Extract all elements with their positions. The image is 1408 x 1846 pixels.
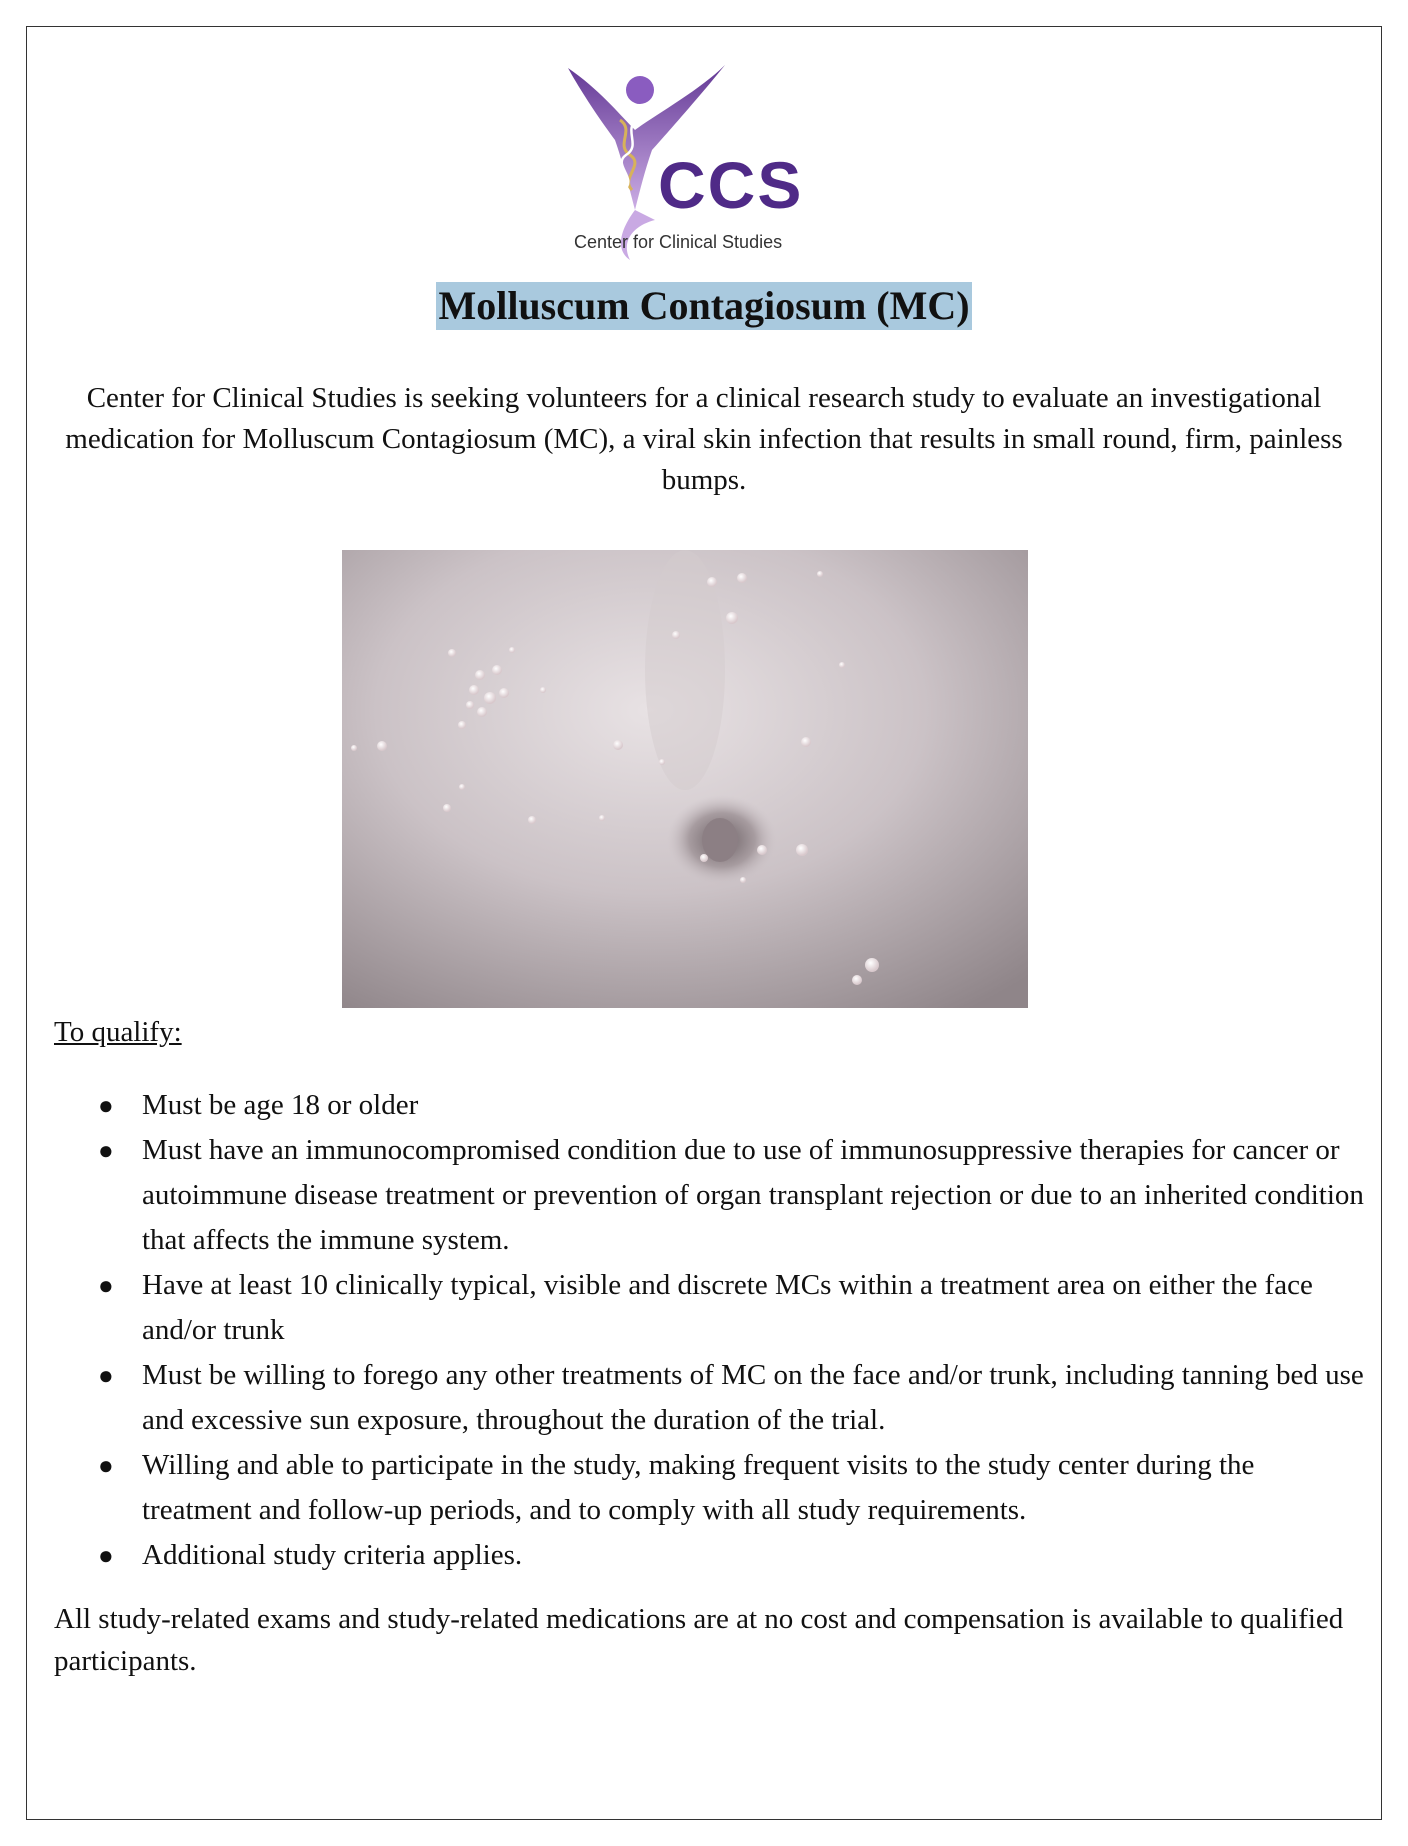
criterion-text: Must be age 18 or older [142,1089,419,1121]
page-title [0,282,1408,330]
criterion-text: Additional study criteria applies. [142,1539,523,1571]
criteria-list [54,1083,1364,1578]
criterion-text: Must be willing to forego any other treatments of MC on the face and/or trunk, including tanning bed use and excessive sun exposure, throughout the duration of the trial. [142,1359,1364,1436]
ccs-logo [560,60,860,270]
bullet-icon: ● [98,1136,114,1165]
bullet-icon: ● [98,1271,114,1300]
bullet-icon: ● [98,1091,114,1120]
list-item [54,1263,1364,1353]
list-item [54,1353,1364,1443]
bullet-icon: ● [98,1541,114,1570]
criterion-text: Have at least 10 clinically typical, visible and discrete MCs within a treatment area on either the face and/or trunk [142,1269,1313,1346]
list-item [54,1128,1364,1263]
criterion-text: Must have an immunocompromised condition due to use of immunosuppressive therapies for cancer or autoimmune disease treatment or prevention of organ transplant rejection or due to an inherited condition that affects the immune system. [142,1134,1364,1256]
criterion-text: Willing and able to participate in the study, making frequent visits to the study center during the treatment and follow-up periods, and to comply with all study requirements. [142,1449,1255,1526]
skin-lesion-photo [342,550,1028,1008]
logo-tagline: Center for Clinical Studies [574,232,783,252]
intro-paragraph: Center for Clinical Studies is seeking volunteers for a clinical research study to evaluate an investigational medication for Molluscum Contagiosum (MC), a viral skin infection that results in small round, firm, painless bumps. [65,382,1343,496]
list-item [54,1443,1364,1533]
list-item [54,1533,1364,1578]
qualify-heading: To qualify: [54,1016,182,1048]
bullet-icon: ● [98,1361,114,1390]
list-item [54,1083,1364,1128]
compensation-note: All study-related exams and study-related medications are at no cost and compensation is available to qualified participants. [54,1603,1344,1677]
logo-wordmark: CCS [658,148,804,222]
title-text: Molluscum Contagiosum (MC) [438,283,970,328]
bullet-icon: ● [98,1451,114,1480]
